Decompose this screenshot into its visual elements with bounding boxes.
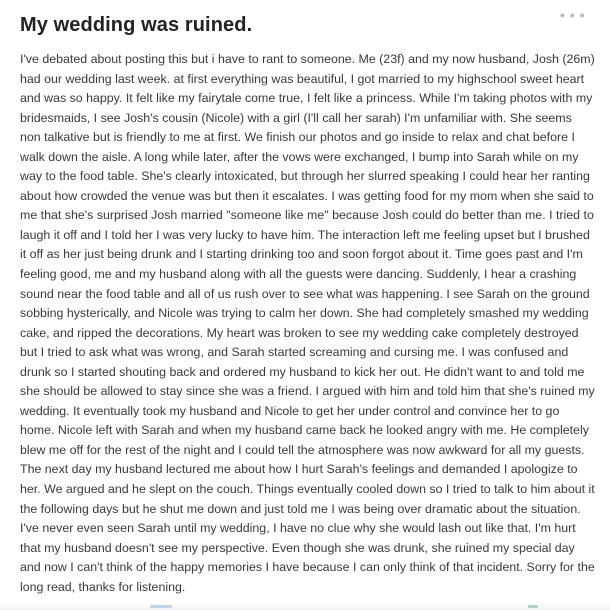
more-options-icon[interactable]: ● ● ● <box>559 10 586 20</box>
footer-action-hint <box>528 605 538 608</box>
post-body: I've debated about posting this but i have to rant to someone. Me (23f) and my now husband, Josh (26m) had our wedding last week. at first everything was beautiful, I got married to my highschool sweet heart and was so happy. It felt like my fairytale come true, I felt like a princess. While I'm taking photos with my bridesmaids, I see Josh's cousin (Nicole) with a girl (I'll call her sarah) I'm unfamiliar with. She seems non talkative but is friendly to me at first. We finish our photos and go inside to relax and chat before I walk down the aisle. A long while later, after the vows were exchanged, I bump into Sarah while on my way to the food table. She's clearly intoxicated, but through her slurred speaking I could hear her ranting about how crowded the venue was but then it escalates. I was getting food for my mom when she said to me that she's surprised Josh married "someone like me" because Josh could do better than me. I tried to laugh it off and I told her I was very lucky to have him. The interaction left me feeling upset but I brushed it off as her just being drunk and I starting drinking too and soon forgot about it. Time goes past and I'm feeling good, me and my husband along with all the guests were dancing. Suddenly, I hear a crashing sound near the food table and all of us rush over to see what was happening. I see Sarah on the ground sobbing hysterically, and Nicole was trying to calm her down. She had completely smashed my wedding cake, and ripped the decorations. My heart was broken to see my wedding cake completely destroyed but I tried to ask what was wrong, and Sarah started screaming and cursing me. I was confused and drunk so I started shouting back and ordered my husband to kick her out. He didn't want to and told me she should be allowed to stay since she was a friend. I argued with him and told him that she's ruined my wedding. It eventually took my husband and Nicole to get her under control and convince her to go home. Nicole left with Sarah and when my husband came back he looked angry with me. He completely blew me off for the rest of the night and I could tell the atmosphere was now awkward for all my guests. The next day my husband lectured me about how I hurt Sarah's feelings and demanded I apologize to her. We argued and he slept on the couch. Things eventually cooled down so I tried to talk to him about it the following days but he shut me down and just told me I was being over dramatic about the situation. I've never even seen Sarah until my wedding, I have no clue why she would lash out like that. I'm hurt that my husband doesn't see my perspective. Even though she was drunk, she ruined my special day and now I can't think of the happy memories I have because I can only think of that incident. Sorry for the long read, thanks for listening. <box>20 52 595 594</box>
post-footer-divider <box>0 602 610 610</box>
footer-action-hint <box>150 605 172 608</box>
post-title[interactable]: My wedding was ruined. <box>20 14 253 36</box>
